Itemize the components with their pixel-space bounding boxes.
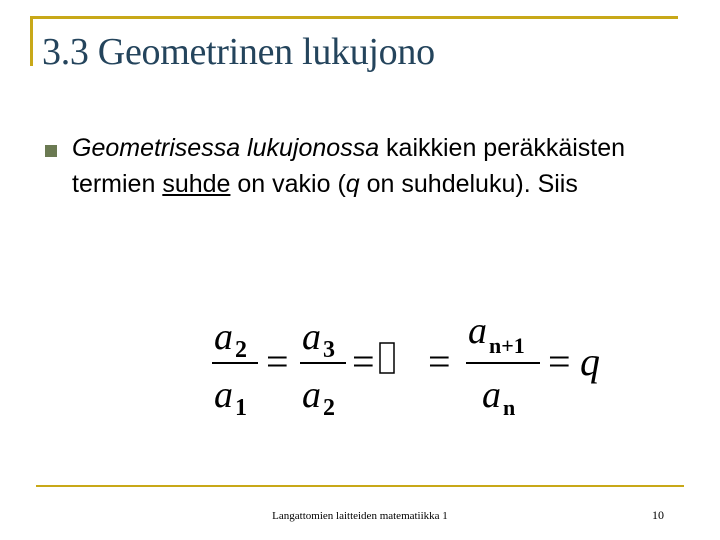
equals-sign-1: = (266, 339, 289, 384)
bullet-text (72, 130, 672, 202)
formula-numerator-an1: $a_{n+1}$ (468, 310, 525, 358)
formula-numerator-a3: $a_3$ (302, 316, 335, 363)
slide-title: 3.3 Geometrinen lukujono (42, 31, 435, 73)
title-frame-left-line (30, 16, 33, 66)
page-number: 10 (652, 508, 664, 522)
bullet-square-icon (45, 145, 57, 157)
title-frame-top-line (30, 16, 678, 19)
term-geometric-sequence: Geometrisessa lukujonossa (72, 134, 380, 162)
equals-sign-2: = (352, 339, 375, 384)
ratio-q: q (580, 339, 600, 384)
footer-course-title: Langattomien laitteiden matematiikka 1 (272, 510, 448, 522)
equals-sign-4: = (548, 339, 571, 384)
text-part-2: on vakio ( (230, 170, 346, 198)
formula-denominator-a2: $a_2$ (302, 374, 335, 421)
formula-denominator-a1: $a_1$ (214, 374, 247, 421)
text-part-3: on suhdeluku). Siis (359, 170, 578, 198)
formula-denominator-an: $a_n$ (482, 374, 516, 420)
formula-numerator-a2: $a_2$ (214, 316, 247, 363)
missing-glyph-box (380, 343, 394, 373)
ratio-formula (200, 305, 620, 435)
footer-divider (36, 485, 684, 487)
text-part-1: kaikkien peräkkäisten termien (72, 134, 626, 198)
variable-q: q (345, 170, 360, 198)
equals-sign-3: = (428, 339, 451, 384)
underlined-word-ratio: suhde (162, 170, 231, 198)
